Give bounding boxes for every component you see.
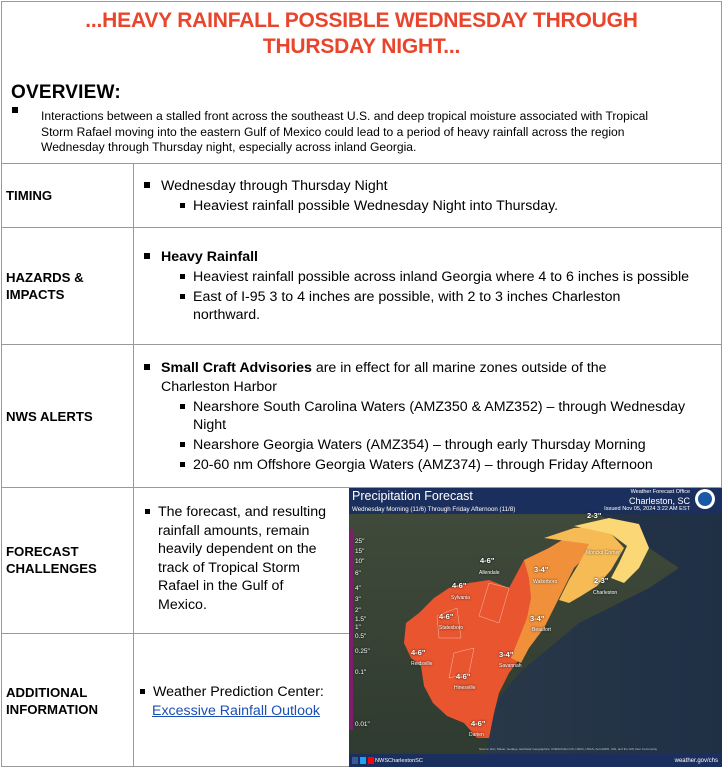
- map-issued: Issued Nov 05, 2024 3:22 AM EST: [604, 506, 690, 512]
- row-label-line: CHALLENGES: [6, 561, 97, 576]
- overview-line: Wednesday through Thursday night, especially across inland Georgia.: [41, 140, 417, 154]
- row-label-additional: [6, 684, 98, 718]
- additional-bullet: Weather Prediction Center:: [153, 684, 324, 700]
- overview-bullet: [12, 107, 18, 113]
- row-label-line: FORECAST: [6, 544, 79, 559]
- town-label: Sylvania: [451, 595, 470, 601]
- town-label: Moncks Corner: [586, 550, 620, 556]
- legend-label: 1.5": [355, 616, 367, 623]
- alerts-bullet-text: are in effect for all marine zones outside of the: [311, 360, 607, 376]
- hazards-bullet: Heavy Rainfall: [161, 249, 258, 265]
- map-credit: Source: Esri, Maxar, GeoEye, Earthstar Geographics, CNES/Airbus DS, USDA, USGS, AeroGRID, IGN, and the GIS User Community: [479, 747, 658, 751]
- legend-label: 0.25": [355, 648, 370, 655]
- town-label: Reidsville: [411, 661, 433, 667]
- map-footer-social: NWSCharlestonSC: [375, 758, 423, 764]
- legend-label: 1": [355, 624, 361, 631]
- forecast-line: heavily dependent on the: [158, 541, 317, 557]
- row-label-line: IMPACTS: [6, 287, 65, 302]
- legend-label: 6": [355, 570, 361, 577]
- facebook-icon: [352, 757, 358, 764]
- row-label-line: HAZARDS &: [6, 270, 84, 285]
- town-label: Statesboro: [439, 625, 464, 631]
- alerts-sub-bullet: Nearshore South Carolina Waters (AMZ350 & AMZ352) – through Wednesday: [193, 399, 686, 415]
- rain-value: 3-4": [530, 614, 545, 623]
- forecast-line: track of Tropical Storm: [158, 559, 300, 576]
- map-footer-url: weather.gov/chs: [674, 758, 718, 764]
- excessive-rainfall-outlook-link[interactable]: Excessive Rainfall Outlook: [152, 703, 320, 719]
- rain-value: 3-4": [534, 565, 549, 574]
- hazards-sub-bullet: East of I-95 3 to 4 inches are possible, with 2 to 3 inches Charleston: [193, 289, 621, 305]
- map-title: Precipitation Forecast: [352, 489, 473, 503]
- title-line-2: THURSDAY NIGHT...: [262, 35, 461, 58]
- table-divider: [1, 344, 722, 345]
- legend-label: 3": [355, 596, 361, 603]
- rain-value: 3-4": [499, 650, 514, 659]
- timing-bullet: Wednesday through Thursday Night: [161, 178, 388, 194]
- rain-value: 4-6": [452, 581, 467, 590]
- office-name: Charleston, SC: [628, 496, 690, 506]
- forecast-line: Rafael in the Gulf of: [158, 578, 284, 594]
- row-label-hazards: [6, 269, 84, 303]
- legend-label: 2": [355, 607, 361, 614]
- timing-sub-bullet: Heaviest rainfall possible Wednesday Night into Thursday.: [193, 198, 559, 214]
- row-label-timing: TIMING: [6, 188, 53, 203]
- town-label: Darien: [469, 732, 484, 738]
- forecast-bullet: [158, 503, 348, 614]
- table-divider: [1, 163, 722, 164]
- title-line-1: ...HEAVY RAINFALL POSSIBLE WEDNESDAY THROUGH: [85, 9, 638, 32]
- rain-value: 2-3": [594, 576, 609, 585]
- office-line: Weather Forecast Office: [630, 489, 690, 495]
- map-subtitle: Wednesday Morning (11/6) Through Friday Afternoon (11/8): [352, 506, 516, 513]
- legend-label: 15": [355, 548, 365, 555]
- alerts-sub-bullet: 20-60 nm Offshore Georgia Waters (AMZ374) – through Friday Afternoon: [193, 457, 653, 473]
- town-label: Allendale: [479, 570, 500, 576]
- rain-value: 4-6": [411, 648, 426, 657]
- twitter-icon: [360, 757, 366, 764]
- rain-value: 4-6": [439, 612, 454, 621]
- page-title: [0, 8, 723, 60]
- town-label: Walterboro: [533, 579, 558, 585]
- legend-label: 0.01": [355, 721, 370, 728]
- legend-color-bar: [349, 530, 353, 730]
- rain-value: 4-6": [456, 672, 471, 681]
- rain-value: 2-3": [587, 511, 602, 520]
- town-label: Hinesville: [454, 685, 476, 691]
- youtube-icon: [368, 757, 374, 764]
- legend-label: 0.5": [355, 633, 367, 640]
- rain-value: 4-6": [480, 556, 495, 565]
- forecast-line: Mexico.: [158, 596, 207, 613]
- town-label: Savannah: [499, 663, 522, 669]
- alerts-bullet-bold: Small Craft Advisories: [161, 360, 312, 376]
- row-label-forecast: [6, 543, 97, 577]
- hazards-sub-bullet: Heaviest rainfall possible across inland Georgia where 4 to 6 inches is possible: [193, 269, 690, 285]
- alerts-sub-continuation: Night: [193, 417, 227, 433]
- rain-value: 4-6": [471, 719, 486, 728]
- row-label-line: INFORMATION: [6, 702, 99, 717]
- alerts-bullet: [161, 359, 607, 378]
- overview-heading: OVERVIEW:: [11, 82, 121, 103]
- overview-line: Interactions between a stalled front across the southeast U.S. and deep tropical moisture associated with Tropical: [41, 109, 649, 123]
- table-divider: [1, 633, 350, 634]
- legend-label: 4": [355, 585, 361, 592]
- forecast-line: The forecast, and resulting: [158, 504, 326, 520]
- forecast-line: rainfall amounts, remain: [158, 522, 310, 539]
- legend-label: 25": [355, 538, 365, 545]
- overview-line: Storm Rafael moving into the eastern Gulf of Mexico could lead to a period of heavy rainfall across the region: [41, 124, 625, 139]
- precipitation-forecast-map: [349, 488, 722, 767]
- row-label-alerts: NWS ALERTS: [6, 409, 93, 424]
- hazards-sub-continuation: northward.: [193, 307, 261, 323]
- map-office: [629, 489, 690, 506]
- town-label: Charleston: [593, 590, 618, 596]
- table-divider: [1, 227, 722, 228]
- overview-text: [41, 109, 701, 156]
- legend-label: 10": [355, 558, 365, 565]
- row-label-line: ADDITIONAL: [6, 685, 88, 700]
- alerts-sub-bullet: Nearshore Georgia Waters (AMZ354) – through early Thursday Morning: [193, 437, 646, 453]
- legend-label: 0.1": [355, 669, 367, 676]
- alerts-bullet-continuation: Charleston Harbor: [161, 379, 277, 395]
- table-column-divider: [133, 163, 134, 767]
- nws-logo-inner: [698, 492, 712, 506]
- town-label: Beaufort: [532, 627, 551, 633]
